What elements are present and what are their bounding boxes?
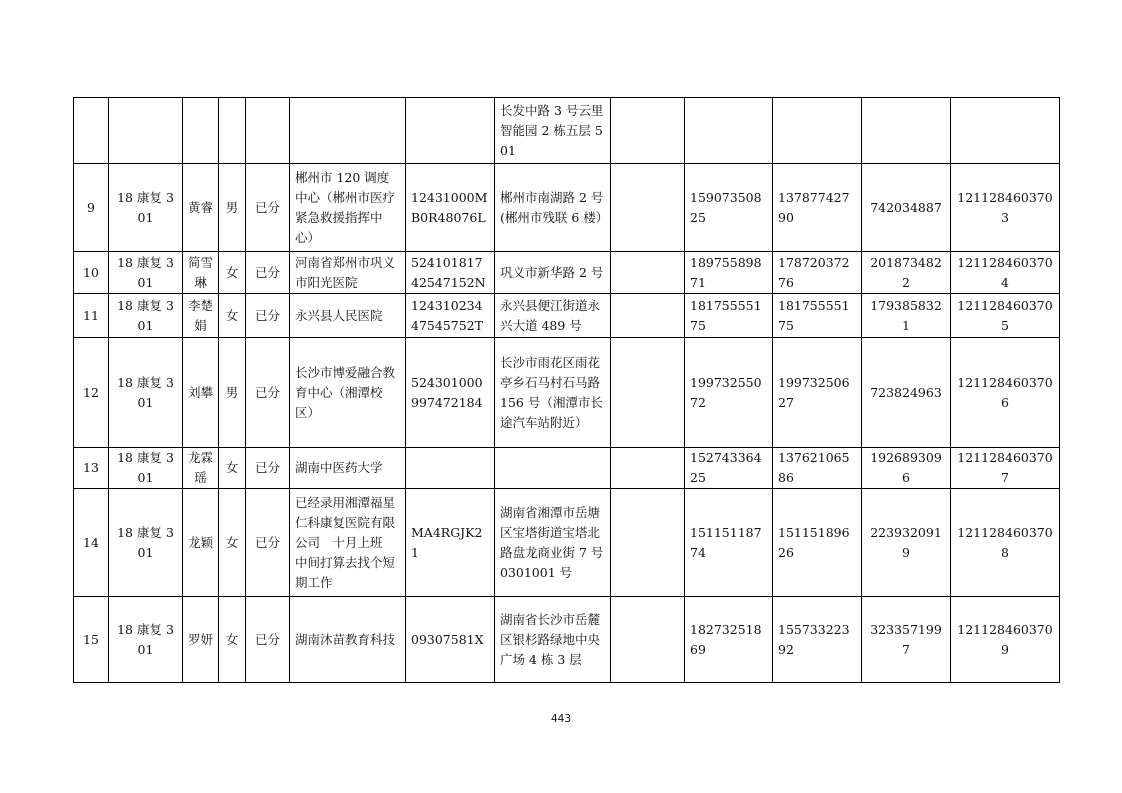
cell-phone1: 18975589871 bbox=[685, 252, 773, 294]
cell-no bbox=[74, 98, 109, 164]
cell-qq bbox=[862, 98, 951, 164]
cell-employer: 已经录用湘潭福星仁科康复医院有限公司 十月上班 中间打算去找个短期工作 bbox=[290, 489, 406, 597]
cell-address: 郴州市南湖路 2 号(郴州市残联 6 楼） bbox=[495, 164, 611, 252]
cell-sex bbox=[219, 98, 246, 164]
cell-qq: 3233571997 bbox=[862, 597, 951, 683]
cell-code: 524301000997472184 bbox=[406, 338, 495, 448]
cell-cls: 18 康复 301 bbox=[109, 164, 183, 252]
cell-employer: 河南省郑州市巩义市阳光医院 bbox=[290, 252, 406, 294]
cell-employer: 郴州市 120 调度中心（郴州市医疗紧急救援指挥中心） bbox=[290, 164, 406, 252]
cell-address bbox=[495, 448, 611, 489]
cell-status: 已分 bbox=[246, 164, 290, 252]
cell-cls: 18 康复 301 bbox=[109, 448, 183, 489]
cell-no: 12 bbox=[74, 338, 109, 448]
cell-blank bbox=[611, 294, 685, 338]
cell-student-id: 1211284603709 bbox=[951, 597, 1060, 683]
cell-sex: 女 bbox=[219, 597, 246, 683]
cell-phone2: 18175555175 bbox=[773, 294, 862, 338]
cell-name: 李楚娟 bbox=[183, 294, 219, 338]
cell-no: 14 bbox=[74, 489, 109, 597]
graduate-employment-table bbox=[73, 97, 1060, 683]
cell-phone1: 18273251869 bbox=[685, 597, 773, 683]
cell-student-id: 1211284603705 bbox=[951, 294, 1060, 338]
cell-student-id: 1211284603704 bbox=[951, 252, 1060, 294]
cell-cls: 18 康复 301 bbox=[109, 597, 183, 683]
cell-phone1: 15274336425 bbox=[685, 448, 773, 489]
cell-address: 永兴县便江街道永兴大道 489 号 bbox=[495, 294, 611, 338]
table-row bbox=[74, 489, 1060, 597]
cell-blank bbox=[611, 448, 685, 489]
cell-phone1: 18175555175 bbox=[685, 294, 773, 338]
cell-sex: 女 bbox=[219, 252, 246, 294]
cell-phone2: 17872037276 bbox=[773, 252, 862, 294]
cell-employer: 湖南中医药大学 bbox=[290, 448, 406, 489]
cell-phone1: 15115118774 bbox=[685, 489, 773, 597]
cell-blank bbox=[611, 164, 685, 252]
cell-phone1 bbox=[685, 98, 773, 164]
cell-name bbox=[183, 98, 219, 164]
cell-student-id: 1211284603703 bbox=[951, 164, 1060, 252]
cell-employer: 湖南沐苗教育科技 bbox=[290, 597, 406, 683]
cell-address: 长沙市雨花区雨花亭乡石马村石马路 156 号（湘潭市长途汽车站附近） bbox=[495, 338, 611, 448]
cell-cls: 18 康复 301 bbox=[109, 252, 183, 294]
cell-qq: 2018734822 bbox=[862, 252, 951, 294]
cell-address: 巩义市新华路 2 号 bbox=[495, 252, 611, 294]
cell-no: 11 bbox=[74, 294, 109, 338]
cell-status: 已分 bbox=[246, 597, 290, 683]
cell-address: 湖南省湘潭市岳塘区宝塔街道宝塔北路盘龙商业街 7 号 0301001 号 bbox=[495, 489, 611, 597]
cell-phone2: 19973250627 bbox=[773, 338, 862, 448]
cell-status: 已分 bbox=[246, 338, 290, 448]
cell-blank bbox=[611, 98, 685, 164]
table-row bbox=[74, 252, 1060, 294]
cell-phone2: 13787742790 bbox=[773, 164, 862, 252]
cell-phone1: 15907350825 bbox=[685, 164, 773, 252]
cell-address: 湖南省长沙市岳麓区银杉路绿地中央广场 4 栋 3 层 bbox=[495, 597, 611, 683]
cell-name: 龙霖瑶 bbox=[183, 448, 219, 489]
cell-status: 已分 bbox=[246, 294, 290, 338]
table-row bbox=[74, 338, 1060, 448]
cell-phone2: 15573322392 bbox=[773, 597, 862, 683]
cell-blank bbox=[611, 489, 685, 597]
cell-phone1: 19973255072 bbox=[685, 338, 773, 448]
table-body bbox=[74, 98, 1060, 683]
cell-blank bbox=[611, 338, 685, 448]
cell-employer: 长沙市博爱融合教育中心（湘潭校区） bbox=[290, 338, 406, 448]
cell-no: 10 bbox=[74, 252, 109, 294]
cell-code bbox=[406, 98, 495, 164]
table-row bbox=[74, 597, 1060, 683]
cell-sex: 男 bbox=[219, 338, 246, 448]
table-row bbox=[74, 98, 1060, 164]
cell-name: 罗妍 bbox=[183, 597, 219, 683]
cell-code: MA4RGJK21 bbox=[406, 489, 495, 597]
cell-sex: 男 bbox=[219, 164, 246, 252]
table-row bbox=[74, 448, 1060, 489]
cell-cls: 18 康复 301 bbox=[109, 338, 183, 448]
cell-qq: 1926893096 bbox=[862, 448, 951, 489]
cell-blank bbox=[611, 597, 685, 683]
cell-blank bbox=[611, 252, 685, 294]
cell-address: 长发中路 3 号云里智能园 2 栋五层 501 bbox=[495, 98, 611, 164]
cell-code: 12431000MB0R48076L bbox=[406, 164, 495, 252]
cell-cls: 18 康复 301 bbox=[109, 489, 183, 597]
cell-qq: 723824963 bbox=[862, 338, 951, 448]
cell-status bbox=[246, 98, 290, 164]
cell-student-id: 1211284603708 bbox=[951, 489, 1060, 597]
table-row bbox=[74, 164, 1060, 252]
cell-cls: 18 康复 301 bbox=[109, 294, 183, 338]
cell-no: 9 bbox=[74, 164, 109, 252]
cell-status: 已分 bbox=[246, 448, 290, 489]
cell-cls bbox=[109, 98, 183, 164]
cell-phone2: 13762106586 bbox=[773, 448, 862, 489]
cell-status: 已分 bbox=[246, 252, 290, 294]
cell-name: 龙颖 bbox=[183, 489, 219, 597]
cell-name: 简雪琳 bbox=[183, 252, 219, 294]
cell-code bbox=[406, 448, 495, 489]
page-number: 443 bbox=[550, 713, 572, 725]
cell-qq: 742034887 bbox=[862, 164, 951, 252]
cell-student-id: 1211284603706 bbox=[951, 338, 1060, 448]
cell-qq: 2239320919 bbox=[862, 489, 951, 597]
cell-qq: 1793858321 bbox=[862, 294, 951, 338]
cell-employer bbox=[290, 98, 406, 164]
cell-code: 12431023447545752T bbox=[406, 294, 495, 338]
cell-code: 09307581X bbox=[406, 597, 495, 683]
cell-student-id bbox=[951, 98, 1060, 164]
cell-code: 52410181742547152N bbox=[406, 252, 495, 294]
cell-name: 黄睿 bbox=[183, 164, 219, 252]
cell-name: 刘攀 bbox=[183, 338, 219, 448]
cell-employer: 永兴县人民医院 bbox=[290, 294, 406, 338]
table-row bbox=[74, 294, 1060, 338]
cell-no: 15 bbox=[74, 597, 109, 683]
cell-sex: 女 bbox=[219, 489, 246, 597]
cell-phone2: 15115189626 bbox=[773, 489, 862, 597]
cell-student-id: 1211284603707 bbox=[951, 448, 1060, 489]
cell-sex: 女 bbox=[219, 294, 246, 338]
cell-no: 13 bbox=[74, 448, 109, 489]
cell-phone2 bbox=[773, 98, 862, 164]
cell-sex: 女 bbox=[219, 448, 246, 489]
cell-status: 已分 bbox=[246, 489, 290, 597]
